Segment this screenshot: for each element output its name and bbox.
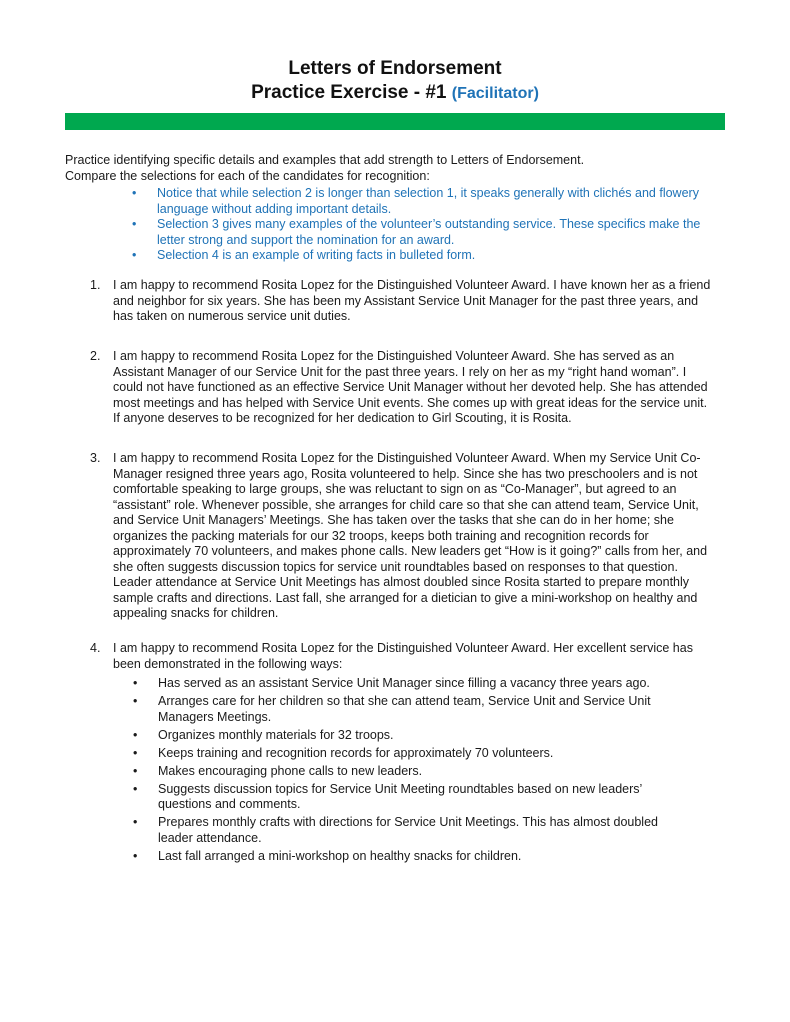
selection-number: 2.: [90, 349, 101, 363]
facilitator-note: • Notice that while selection 2 is longer than selection 1, it speaks generally with clichés and flowery language without adding important details.: [132, 186, 722, 217]
selection-text: I am happy to recommend Rosita Lopez for the Distinguished Volunteer Award. She has served as an Assistant Manager of our Service Unit for the past three years. I rely on her as my “right hand woman”. I could not have functioned as an effective Service Unit Manager without her devoted help. She has attended most meetings and has helped with Service Unit events. She comes up with great ideas for the service unit. If anyone deserves to be recognized for her dedication to Girl Scouting, it is Rosita.: [113, 349, 708, 425]
list-item: • Last fall arranged a mini-workshop on healthy snacks for children.: [133, 849, 693, 865]
list-item: • Makes encouraging phone calls to new leaders.: [133, 764, 693, 780]
selection-number: 1.: [90, 278, 101, 292]
selection-1: [90, 278, 715, 325]
selection-4-bullet-list: [133, 676, 693, 864]
list-item: • Keeps training and recognition records for approximately 70 volunteers.: [133, 746, 693, 762]
list-item: • Suggests discussion topics for Service Unit Meeting roundtables based on new leaders’ questions and comments.: [133, 782, 693, 813]
intro-line-1: Practice identifying specific details and examples that add strength to Letters of Endorsement.: [65, 153, 585, 167]
title-line-1: Letters of Endorsement: [288, 58, 502, 79]
facilitator-label: (Facilitator): [451, 85, 539, 102]
title-practice-exercise: Practice Exercise - #1: [251, 82, 447, 103]
list-item: • Prepares monthly crafts with directions for Service Unit Meetings. This has almost doubled leader attendance.: [133, 815, 693, 846]
page-title: [0, 57, 790, 106]
list-item: • Organizes monthly materials for 32 troops.: [133, 728, 693, 744]
facilitator-notes-list: [132, 186, 722, 264]
intro-text: [65, 153, 745, 184]
selection-2: [90, 349, 715, 427]
selection-text: I am happy to recommend Rosita Lopez for the Distinguished Volunteer Award. When my Service Unit Co-Manager resigned three years ago, Rosita volunteered to help. Since she has two preschoolers and is not comfortable speaking to large groups, she was reluctant to sign on as “Co-Manager”, but agreed to an “assistant” role. Whenever possible, she arranges for child care so that she can attend team, Service Unit, and Service Unit Managers’ Meetings. She has taken over the tasks that she can do in her home; she organizes the packing materials for our 32 troops, keeps both training and recognition records for approximately 70 volunteers, and makes phone calls. New leaders get “How is it going?” calls from her, and she often suggests discussion topics for service unit roundtables based on responses to that question. Leader attendance at Service Unit Meetings has almost doubled since Rosita started to prepare monthly sample crafts and directions. Last fall, she arranged for a dietician to give a mini-workshop on healthy and appealing snacks for children.: [113, 451, 708, 620]
selection-text: I am happy to recommend Rosita Lopez for the Distinguished Volunteer Award. I have known her as a friend and neighbor for six years. She has been my Assistant Service Unit Manager for the past three years, and has taken on numerous service unit duties.: [113, 278, 711, 323]
facilitator-note: • Selection 4 is an example of writing facts in bulleted form.: [132, 248, 722, 264]
selection-number: 4.: [90, 641, 101, 655]
intro-line-2: Compare the selections for each of the candidates for recognition:: [65, 168, 430, 183]
list-item: • Has served as an assistant Service Unit Manager since filling a vacancy three years ago.: [133, 676, 693, 692]
header-divider-bar: [65, 113, 725, 130]
list-item: • Arranges care for her children so that she can attend team, Service Unit and Service Unit Managers Meetings.: [133, 694, 693, 725]
selection-3: [90, 451, 715, 622]
facilitator-note: • Selection 3 gives many examples of the volunteer’s outstanding service. These specifics make the letter strong and support the nomination for an award.: [132, 217, 722, 248]
selection-text: I am happy to recommend Rosita Lopez for the Distinguished Volunteer Award. Her excellent service has been demonstrated in the following ways:: [113, 641, 693, 671]
selection-4: [90, 641, 715, 867]
title-line-2: [0, 81, 790, 106]
selection-number: 3.: [90, 451, 101, 465]
